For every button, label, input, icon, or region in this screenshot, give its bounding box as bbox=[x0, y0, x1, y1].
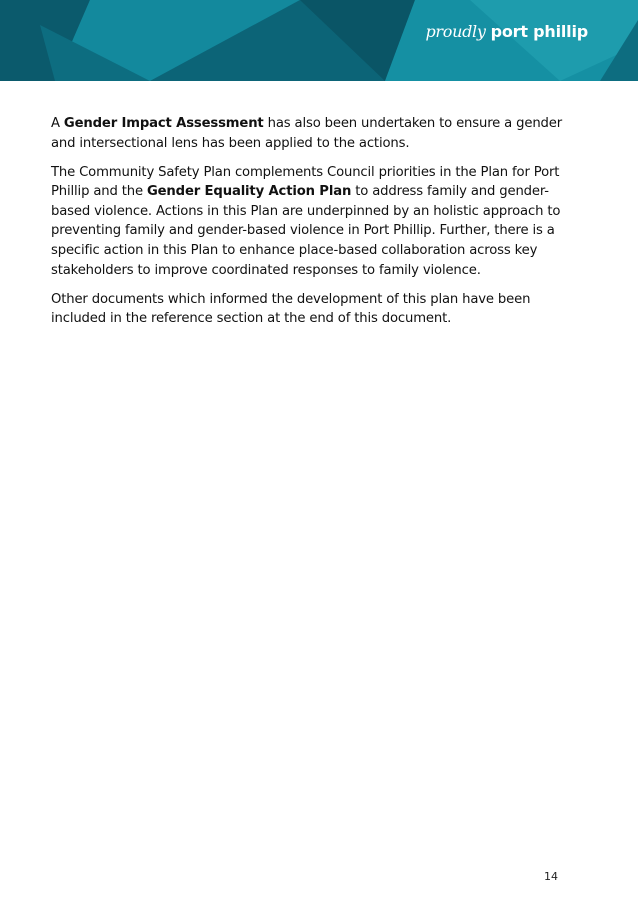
logo-script-text: proudly bbox=[425, 22, 486, 41]
proudly-port-phillip-logo bbox=[425, 22, 588, 41]
paragraph-gender-impact bbox=[51, 114, 586, 153]
logo-name-text: port phillip bbox=[490, 22, 588, 41]
paragraph-text: has also been undertaken to ensure a gender and intersectional lens has been applied to the actions. bbox=[51, 116, 563, 151]
document-body bbox=[51, 114, 586, 338]
paragraph-text: to address family and gender-based violence. Actions in this Plan are underpinned by an holistic approach to preventing family and gender-based violence in Port Phillip. Further, there is a specific action in this Plan to enhance place-based collaboration across key stakeholders to improve coordinated responses to family violence. bbox=[51, 184, 561, 278]
paragraph-text: Other documents which informed the development of this plan have been included in the reference section at the end of this document. bbox=[51, 291, 531, 327]
bold-term-gender-equality-action-plan: Gender Equality Action Plan bbox=[146, 184, 352, 200]
paragraph-other-documents bbox=[51, 290, 586, 329]
header-banner bbox=[0, 0, 638, 81]
paragraph-community-safety-plan bbox=[51, 163, 586, 281]
bold-term-gender-impact-assessment: Gender Impact Assessment bbox=[63, 116, 264, 131]
paragraph-text: The Community Safety Plan complements Council priorities in the Plan for Port Phillip and the bbox=[51, 164, 560, 200]
page-number: 14 bbox=[544, 870, 558, 883]
paragraph-text: A bbox=[51, 116, 64, 131]
